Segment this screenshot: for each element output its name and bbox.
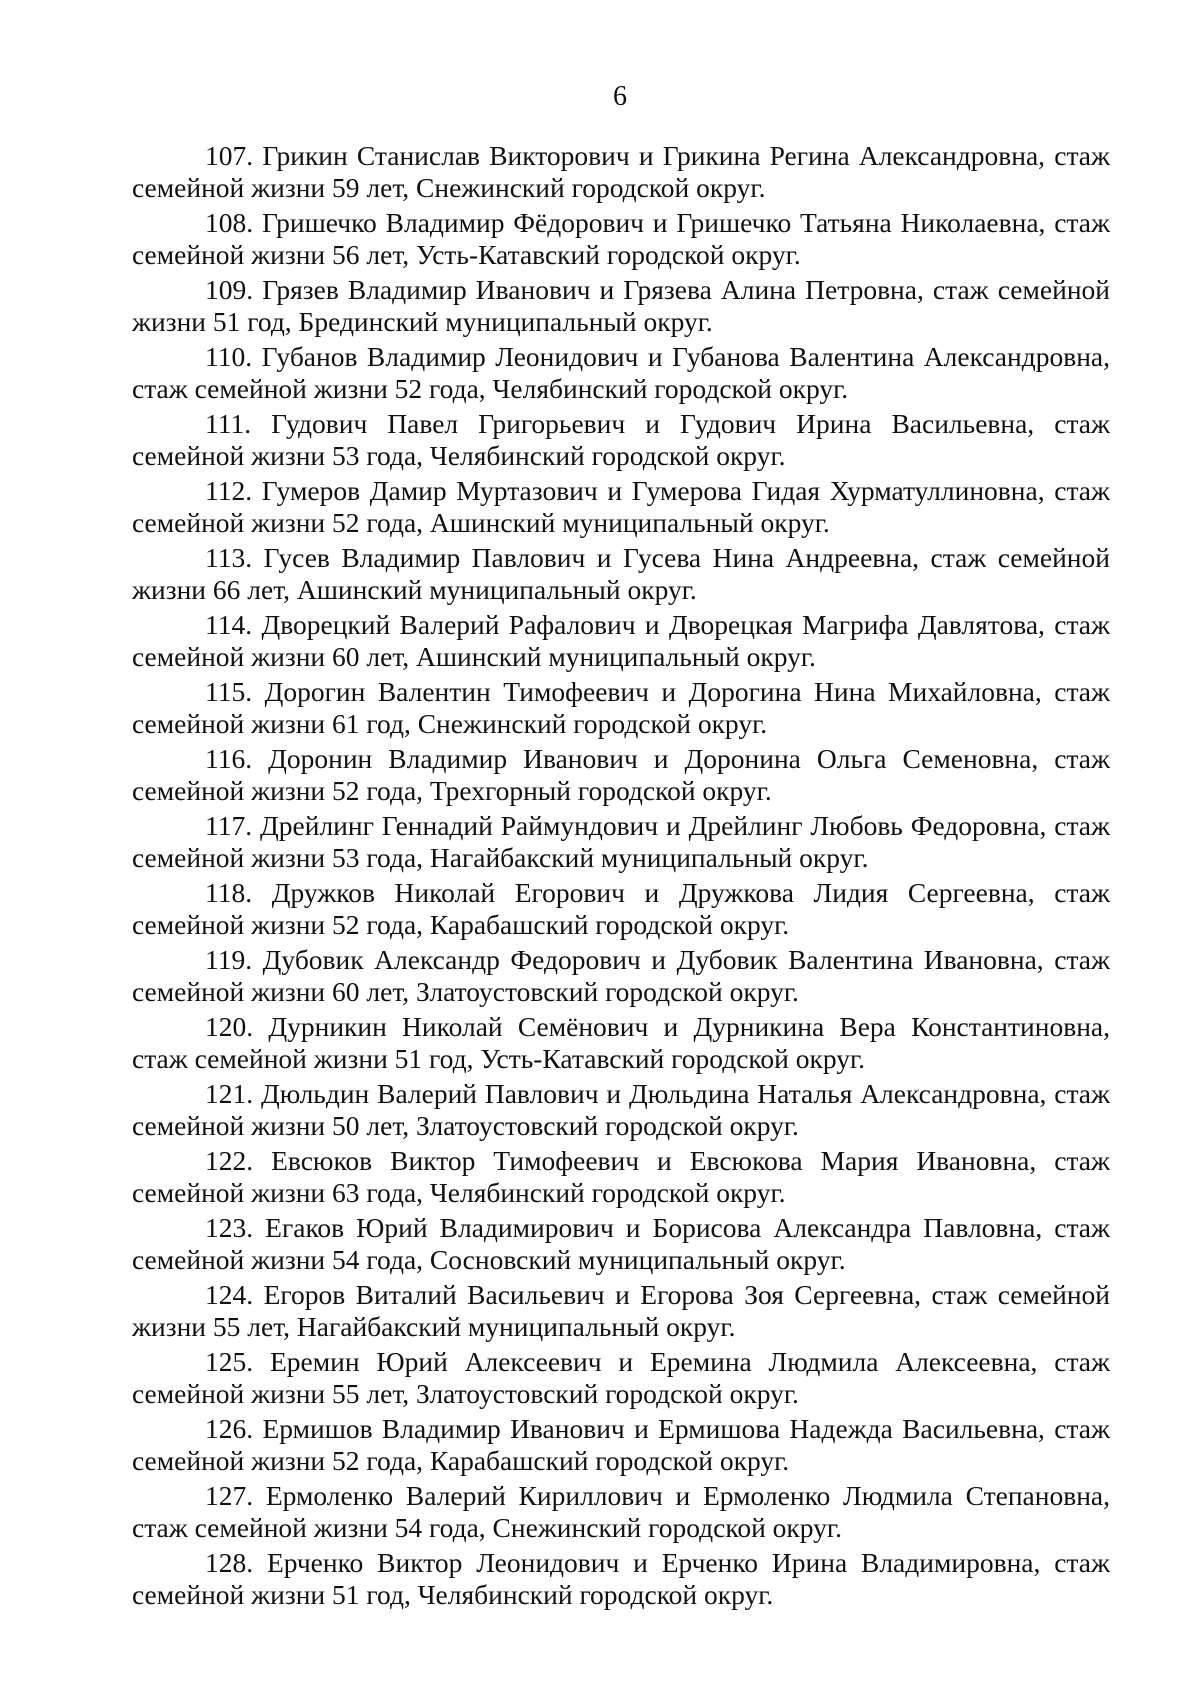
entry-number: 125.	[205, 1346, 254, 1377]
entry-number: 122.	[205, 1145, 254, 1176]
entry-text: Ермишов Владимир Иванович и Ермишова Надежда Васильевна, стаж семейной жизни 52 года, Карабашский городской округ.	[132, 1413, 1110, 1476]
list-item	[132, 1212, 1110, 1276]
entry-text: Доронин Владимир Иванович и Доронина Ольга Семеновна, стаж семейной жизни 52 года, Трехгорный городской округ.	[132, 743, 1110, 806]
entry-text: Дворецкий Валерий Рафалович и Дворецкая Магрифа Давлятова, стаж семейной жизни 60 лет, Ашинский муниципальный округ.	[132, 609, 1111, 672]
entry-text: Ерченко Виктор Леонидович и Ерченко Ирина Владимировна, стаж семейной жизни 51 год, Челябинский городской округ.	[132, 1547, 1110, 1610]
list-item	[132, 609, 1110, 673]
entry-text: Гришечко Владимир Фёдорович и Гришечко Татьяна Николаевна, стаж семейной жизни 56 лет, Усть-Катавский городской округ.	[132, 207, 1110, 270]
entry-number: 116.	[205, 743, 253, 774]
entry-number: 111.	[205, 408, 252, 439]
list-item	[132, 274, 1110, 338]
list-item	[132, 1480, 1110, 1544]
page-number: 6	[613, 81, 627, 112]
list-item	[132, 1145, 1110, 1209]
entry-text: Ермоленко Валерий Кириллович и Ермоленко Людмила Степановна, стаж семейной жизни 54 года, Снежинский городской округ.	[132, 1480, 1110, 1543]
entry-text: Егоров Виталий Васильевич и Егорова Зоя Сергеевна, стаж семейной жизни 55 лет, Нагайбакский муниципальный округ.	[132, 1279, 1110, 1342]
entry-number: 123.	[205, 1212, 254, 1243]
entry-text: Дурникин Николай Семёнович и Дурникина Вера Константиновна, стаж семейной жизни 51 год, Усть-Катавский городской округ.	[132, 1011, 1110, 1074]
entry-text: Губанов Владимир Леонидович и Губанова Валентина Александровна, стаж семейной жизни 52 года, Челябинский городской округ.	[132, 341, 1110, 404]
list-item	[132, 408, 1110, 472]
entry-text: Дубовик Александр Федорович и Дубовик Валентина Ивановна, стаж семейной жизни 60 лет, Златоустовский городской округ.	[132, 944, 1110, 1007]
entry-number: 114.	[205, 609, 253, 640]
entry-text: Егаков Юрий Владимирович и Борисова Александра Павловна, стаж семейной жизни 54 года, Сосновский муниципальный округ.	[132, 1212, 1111, 1275]
list-item	[132, 1279, 1110, 1343]
entry-number: 117.	[205, 810, 253, 841]
entry-text: Грикин Станислав Викторович и Грикина Регина Александровна, стаж семейной жизни 59 лет, Снежинский городской округ.	[132, 140, 1110, 203]
entry-number: 119.	[205, 944, 253, 975]
entry-number: 115.	[205, 676, 253, 707]
list-item	[132, 475, 1110, 539]
list-item	[132, 542, 1110, 606]
entry-number: 112.	[205, 475, 253, 506]
entry-text: Дюльдин Валерий Павлович и Дюльдина Наталья Александровна, стаж семейной жизни 50 лет, Златоустовский городской округ.	[132, 1078, 1111, 1141]
entry-number: 128.	[205, 1547, 254, 1578]
list-item	[132, 1078, 1110, 1142]
entry-text: Дружков Николай Егорович и Дружкова Лидия Сергеевна, стаж семейной жизни 52 года, Карабашский городской округ.	[132, 877, 1110, 940]
entry-text: Еремин Юрий Алексеевич и Еремина Людмила Алексеевна, стаж семейной жизни 55 лет, Златоустовский городской округ.	[132, 1346, 1110, 1409]
entry-number: 120.	[205, 1011, 254, 1042]
list-item	[132, 1413, 1110, 1477]
entry-number: 113.	[205, 542, 253, 573]
entry-text: Гудович Павел Григорьевич и Гудович Ирина Васильевна, стаж семейной жизни 53 года, Челябинский городской округ.	[132, 408, 1110, 471]
entry-number: 121.	[205, 1078, 254, 1109]
entry-number: 108.	[205, 207, 254, 238]
list-item	[132, 944, 1110, 1008]
entry-number: 109.	[205, 274, 254, 305]
entry-text: Грязев Владимир Иванович и Грязева Алина Петровна, стаж семейной жизни 51 год, Брединский муниципальный округ.	[132, 274, 1111, 337]
entry-number: 107.	[205, 140, 254, 171]
entry-number: 124.	[205, 1279, 254, 1310]
list-item	[132, 140, 1110, 204]
list-item	[132, 676, 1110, 740]
entry-text: Гусев Владимир Павлович и Гусева Нина Андреевна, стаж семейной жизни 66 лет, Ашинский муниципальный округ.	[132, 542, 1110, 605]
entry-text: Евсюков Виктор Тимофеевич и Евсюкова Мария Ивановна, стаж семейной жизни 63 года, Челябинский городской округ.	[132, 1145, 1110, 1208]
entry-number: 118.	[205, 877, 253, 908]
list-item	[132, 877, 1110, 941]
list-item	[132, 207, 1110, 271]
entry-number: 127.	[205, 1480, 254, 1511]
list-item	[132, 1547, 1110, 1611]
list-item	[132, 743, 1110, 807]
entry-list	[132, 140, 1110, 1614]
list-item	[132, 1011, 1110, 1075]
list-item	[132, 1346, 1110, 1410]
list-item	[132, 341, 1110, 405]
entry-text: Гумеров Дамир Муртазович и Гумерова Гидая Хурматуллиновна, стаж семейной жизни 52 года, Ашинский муниципальный округ.	[132, 475, 1110, 538]
entry-text: Дорогин Валентин Тимофеевич и Дорогина Нина Михайловна, стаж семейной жизни 61 год, Снежинский городской округ.	[132, 676, 1111, 739]
list-item	[132, 810, 1110, 874]
entry-number: 110.	[205, 341, 253, 372]
entry-number: 126.	[205, 1413, 254, 1444]
entry-text: Дрейлинг Геннадий Раймундович и Дрейлинг Любовь Федоровна, стаж семейной жизни 53 года, Нагайбакский муниципальный округ.	[132, 810, 1110, 873]
